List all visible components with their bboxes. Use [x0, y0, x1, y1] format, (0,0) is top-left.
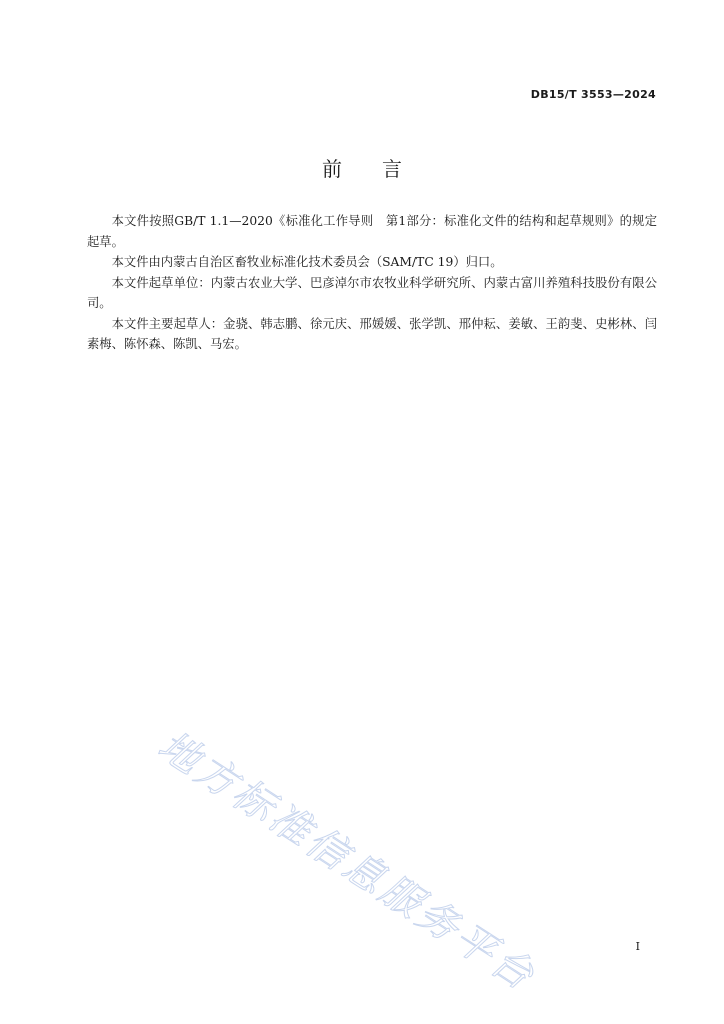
page-number: I [635, 940, 640, 953]
foreword-body [87, 211, 657, 355]
paragraph-drafting-rules: 本文件按照GB/T 1.1—2020《标准化工作导则 第1部分：标准化文件的结构和起草规则》的规定起草。 [87, 214, 657, 249]
paragraph-drafting-units: 本文件起草单位：内蒙古农业大学、巴彦淖尔市农牧业科学研究所、内蒙古富川养殖科技股份有限公司。 [87, 275, 657, 310]
paragraph-committee: 本文件由内蒙古自治区畜牧业标准化技术委员会（SAM/TC 19）归口。 [111, 255, 503, 269]
watermark: 地方标准信息服务平台 [150, 722, 545, 1001]
page-title: 前言 [322, 157, 442, 181]
paragraph-drafters: 本文件主要起草人：金骁、韩志鹏、徐元庆、邢媛媛、张学凯、邢仲耘、姜敏、王韵斐、史彬林、闫素梅、陈怀森、陈凯、马宏。 [87, 316, 657, 351]
document-code: DB15/T 3553—2024 [530, 88, 656, 101]
